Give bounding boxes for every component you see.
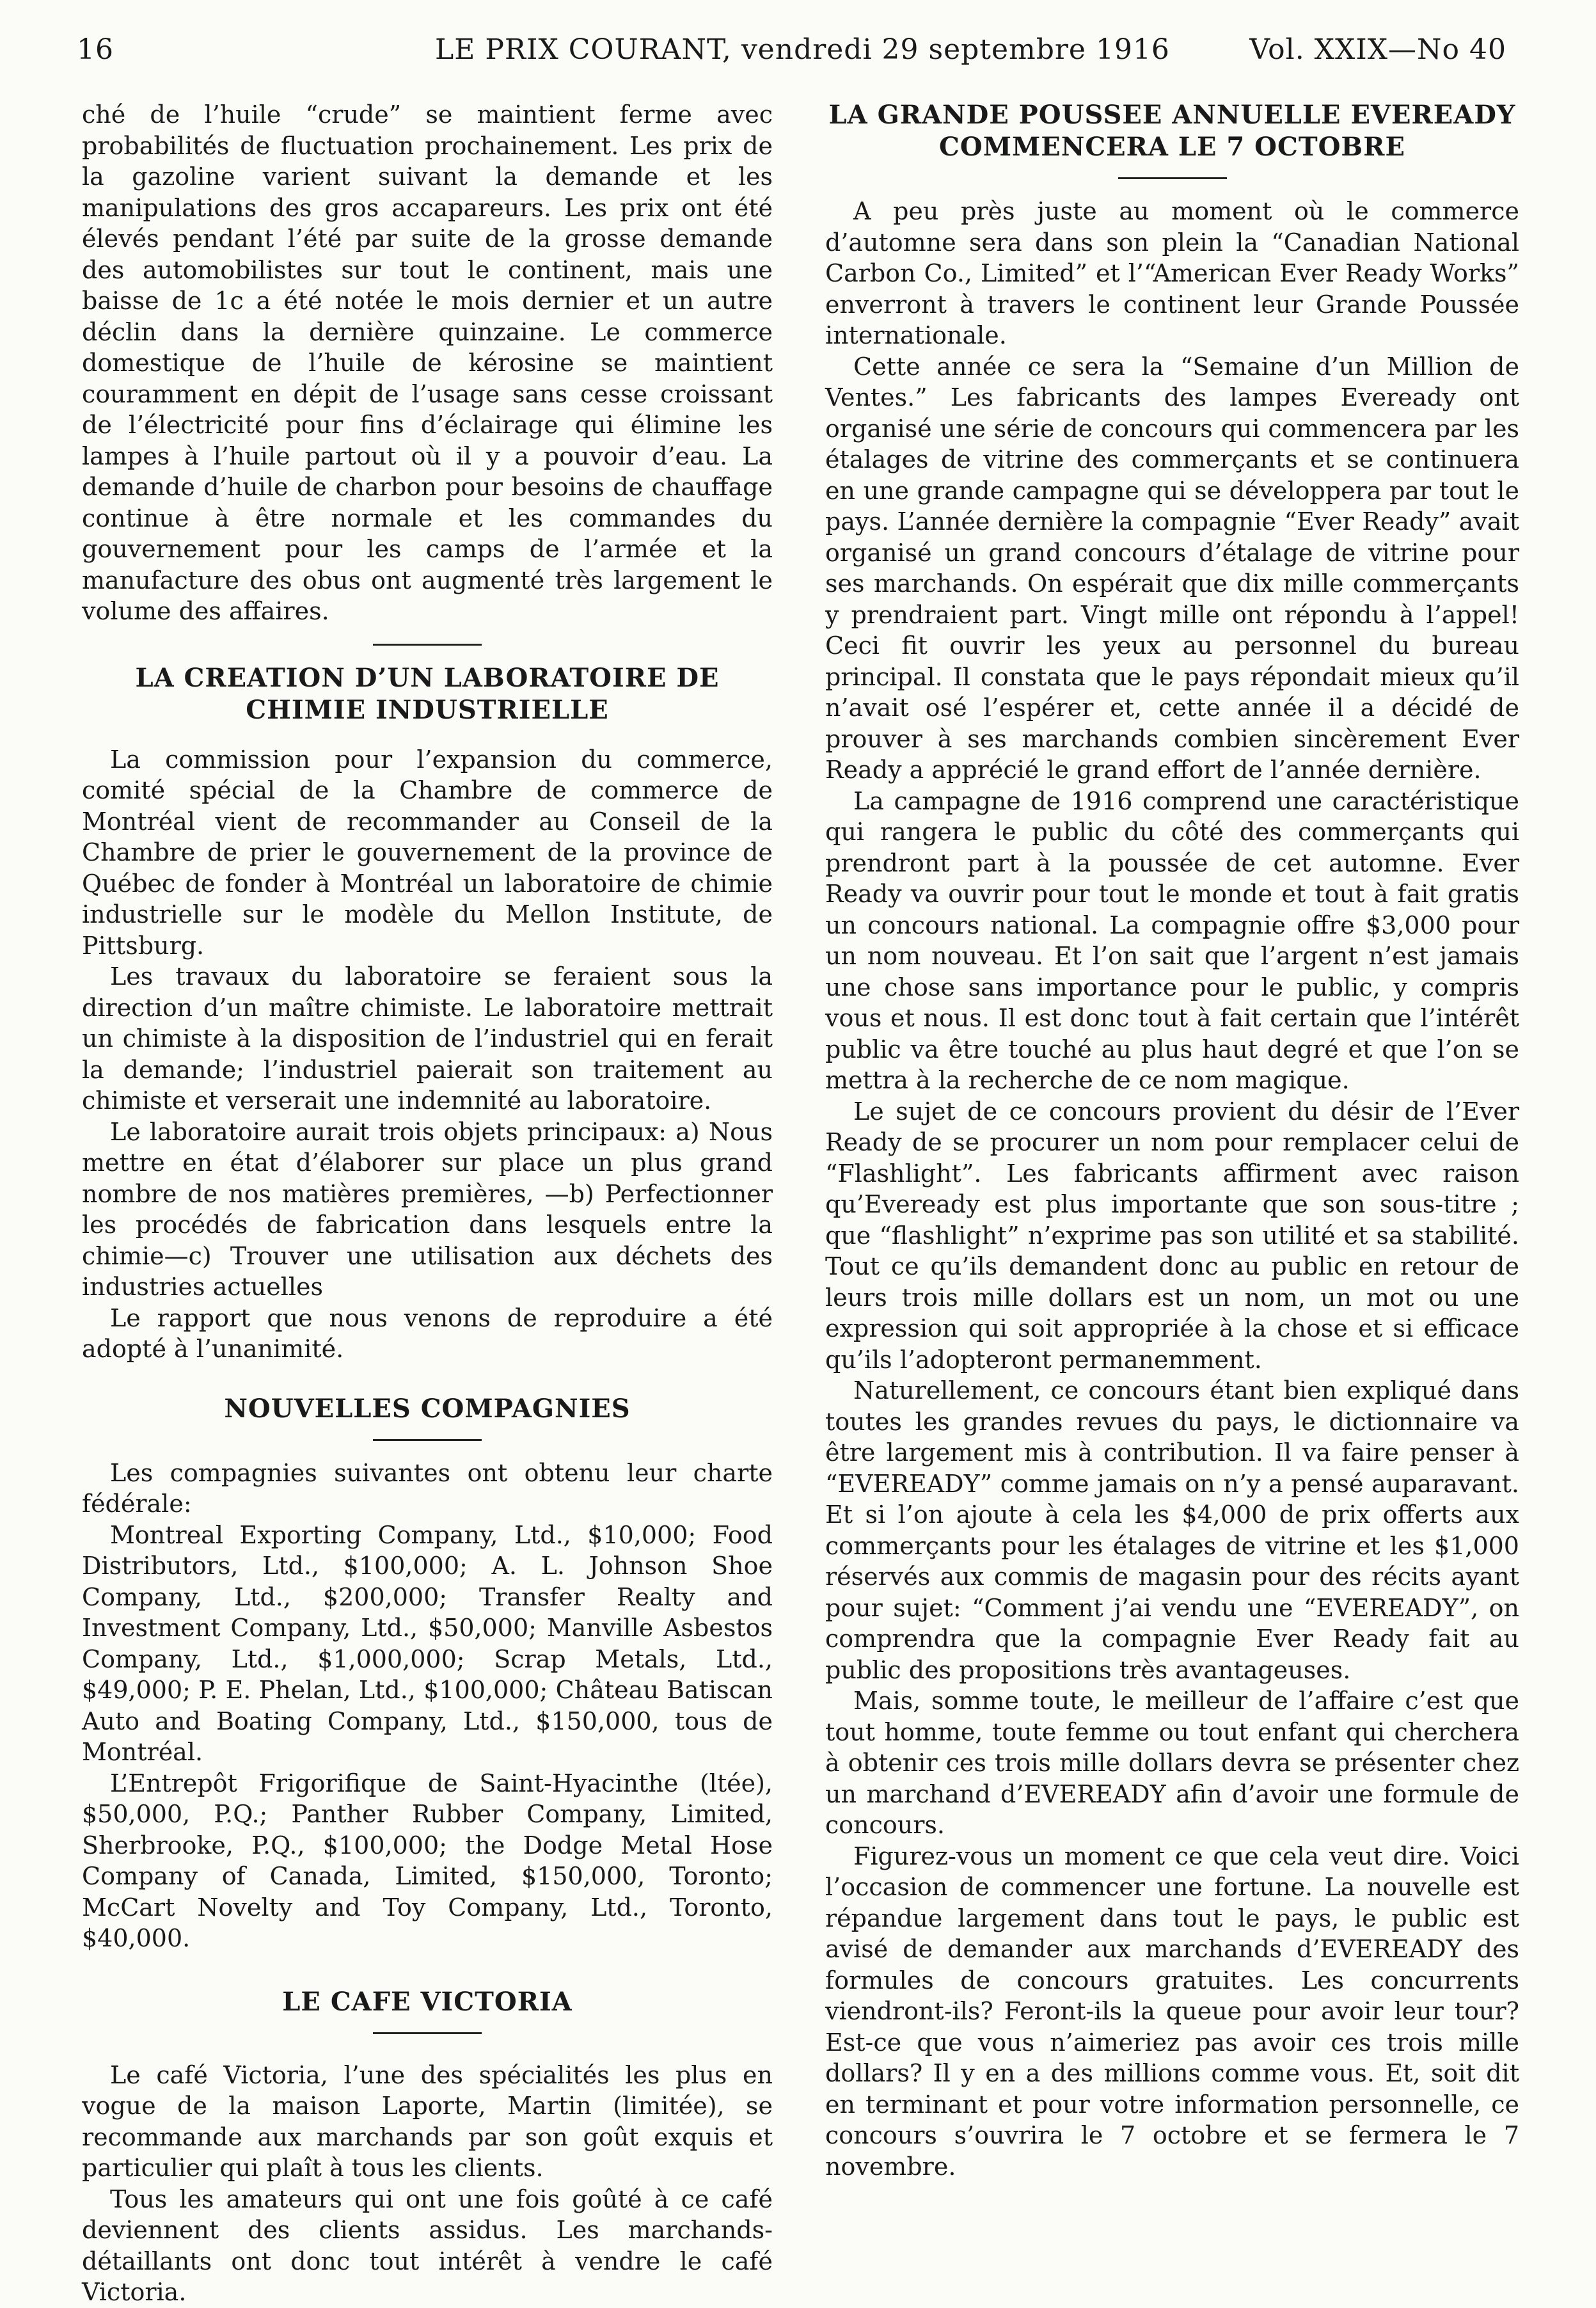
divider — [373, 644, 482, 646]
article-continuation: ché de l’huile “crude” se maintient ferme avec probabilités de fluctuation prochainement. Les prix de la gazoline varient suivant la demande et les manipulations des gros accapareurs. Les prix ont été élevés pendant l’été par suite de la grosse demande des automobilistes sur tout le continent, mais une baisse de 1c a été notée le mois dernier et un autre déclin dans la dernière quinzaine. Le commerce domestique de l’huile de kérosine se maintient couramment en dépit de l’usage sans cesse croissant de l’électricité pour fins d’éclairage qui élimine les lampes à l’huile partout où il y a pouvoir d’eau. La demande d’huile de charbon pour besoins de chauffage continue à être normale et les commandes du gouvernement pour les camps de l’armée et la manufacture des obus ont augmenté très largement le volume des affaires. — [82, 100, 773, 625]
paragraph: Figurez-vous un moment ce que cela veut dire. Voici l’occasion de commencer une fortune. La nouvelle est répandue largement dans tout le pays, le public est avisé de demander aux marchands d’EVEREADY des formules de concours gratuites. Les concurrents viendront-ils? Feront-ils la queue pour avoir leur tour? Est-ce que vous n’aimeriez pas avoir ces trois mille dollars? Il y en a des millions comme vous. Et, soit dit en terminant et pour votre information personnelle, ce concours s’ouvrira le 7 octobre et se fermera le 7 novembre. — [825, 1842, 1519, 2181]
paragraph: Les travaux du laboratoire se feraient sous la direction d’un maître chimiste. Le laboratoire mettrait un chimiste à la disposition de l’industriel qui en ferait la demande; l’industriel paierait son traitement au chimiste et verserait une indemnité au laboratoire. — [82, 962, 773, 1115]
paragraph: La commission pour l’expansion du commerce, comité spécial de la Chambre de commerce de Montréal vient de recommander au Conseil de la Chambre de prier le gouvernement de la province de Québec de fonder à Montréal un laboratoire de chimie industrielle sur le modèle du Mellon Institute, de Pittsburg. — [82, 745, 773, 960]
paragraph: La campagne de 1916 comprend une caractéristique qui rangera le public du côté des commerçants qui prendront part à la poussée de cet automne. Ever Ready va ouvrir pour tout le monde et tout à fait gratis un concours national. La compagnie offre $3,000 pour un nom nouveau. Et l’on sait que l’argent n’est jamais une chose sans importance pour le public, y compris vous et nous. Il est donc tout à fait certain que l’intérêt public va être touché au plus haut degré et que l’on se mettra à la recherche de ce nom magique. — [825, 786, 1519, 1094]
paragraph: Montreal Exporting Company, Ltd., $10,000; Food Distributors, Ltd., $100,000; A. L. Johnson Shoe Company, Ltd., $200,000; Transfer Realty and Investment Company, Ltd., $50,000; Manville Asbestos Company, Ltd., $1,000,000; Scrap Metals, Ltd., $49,000; P. E. Phelan, Ltd., $100,000; Château Batiscan Auto and Boating Company, Ltd., $150,000, tous de Montréal. — [82, 1520, 773, 1766]
volume-number: Vol. XXIX—No 40 — [1249, 33, 1506, 66]
paragraph: A peu près juste au moment où le commerce d’automne sera dans son plein la “Canadian National Carbon Co., Limited” et l’“American Ever Ready Works” enverront à travers le continent leur Grande Poussée internationale. — [825, 197, 1519, 349]
paragraph: Naturellement, ce concours étant bien expliqué dans toutes les grandes revues du pays, le dictionnaire va être largement mis à contribution. Il va faire penser à “EVEREADY” comme jamais on n’y a pensé auparavant. Et si l’on ajoute à cela les $4,000 de prix offerts aux commerçants pour les étalages de vitrine et les $1,000 réservés aux commis de magasin pour des récits ayant pour sujet: “Comment j’ai vendu une “EVEREADY”, on comprendra que la compagnie Ever Ready fait au public des propositions très avantageuses. — [825, 1376, 1519, 1684]
divider — [373, 2032, 482, 2034]
paragraph: L’Entrepôt Frigorifique de Saint-Hyacinthe (ltée), $50,000, P.Q.; Panther Rubber Company, Limited, Sherbrooke, P.Q., $100,000; the Dodge Metal Hose Company of Canada, Limited, $150,000, Toronto; McCart Novelty and Toy Company, Ltd., Toronto, $40,000. — [82, 1769, 773, 1952]
divider — [373, 1439, 482, 1441]
heading-cafe-victoria: LE CAFE VICTORIA — [282, 1986, 573, 2017]
paragraph: Tous les amateurs qui ont une fois goûté à ce café deviennent des clients assidus. Les marchands-détaillants ont donc tout intérêt à vendre le café Victoria. — [82, 2185, 773, 2306]
heading-eveready: LA GRANDE POUSSEE ANNUELLE EVEREADY COMMENCERA LE 7 OCTOBRE — [828, 100, 1516, 162]
paragraph: Le café Victoria, l’une des spécialités les plus en vogue de la maison Laporte, Martin (limitée), se recommande aux marchands par son goût exquis et particulier qui plaît à tous les clients. — [82, 2060, 773, 2182]
heading-laboratoire: LA CREATION D’UN LABORATOIRE DE CHIMIE INDUSTRIELLE — [135, 662, 720, 725]
right-column — [825, 99, 1519, 2182]
paragraph: Mais, somme toute, le meilleur de l’affaire c’est que tout homme, toute femme ou tout enfant qui cherchera à obtenir ces trois mille dollars devra se présenter chez un marchand d’EVEREADY afin d’avoir une formule de concours. — [825, 1687, 1519, 1839]
divider — [1118, 177, 1227, 179]
page-number: 16 — [77, 33, 114, 66]
page-header — [77, 33, 1506, 78]
publication-title: LE PRIX COURANT, vendredi 29 septembre 1916 — [435, 33, 1170, 66]
paragraph: Le sujet de ce concours provient du désir de l’Ever Ready de se procurer un nom pour remplacer celui de “Flashlight”. Les fabricants affirment avec raison qu’Eveready est plus importante que son sous-titre ; que “flashlight” n’exprime pas son utilité et sa stabilité. Tout ce qu’ils demandent donc au public en retour de leurs trois mille dollars est un nom, un mot ou une expression qui soit appropriée à la chose et si efficace qu’ils l’adopteront permanemment. — [825, 1097, 1519, 1374]
paragraph: Cette année ce sera la “Semaine d’un Million de Ventes.” Les fabricants des lampes Eveready ont organisé une série de concours qui commencera par les étalages de vitrine des commerçants et se continuera en une grande campagne qui se développera par tout le pays. L’année dernière la compagnie “Ever Ready” avait organisé un grand concours d’étalage de vitrine pour ses marchands. On espérait que dix mille commerçants y prendraient part. Vingt mille ont répondu à l’appel! Ceci fit ouvrir les yeux au personnel du bureau principal. Il constata que le pays répondait mieux qu’il n’avait osé l’espérer et, cette année il a décidé de prouver à ses marchands combien sincèrement Ever Ready a apprécié le grand effort de l’année dernière. — [825, 352, 1519, 784]
paragraph: Le rapport que nous venons de reproduire a été adopté à l’unanimité. — [82, 1303, 773, 1363]
paragraph: Les compagnies suivantes ont obtenu leur charte fédérale: — [82, 1458, 773, 1518]
paragraph: Le laboratoire aurait trois objets principaux: a) Nous mettre en état d’élaborer sur place un plus grand nombre de nos matières premières, —b) Perfectionner les procédés de fabrication dans lesquels entre la chimie—c) Trouver une utilisation aux déchets des industries actuelles — [82, 1117, 773, 1301]
heading-nouvelles-compagnies: NOUVELLES COMPAGNIES — [224, 1393, 631, 1424]
left-column — [82, 99, 773, 2308]
